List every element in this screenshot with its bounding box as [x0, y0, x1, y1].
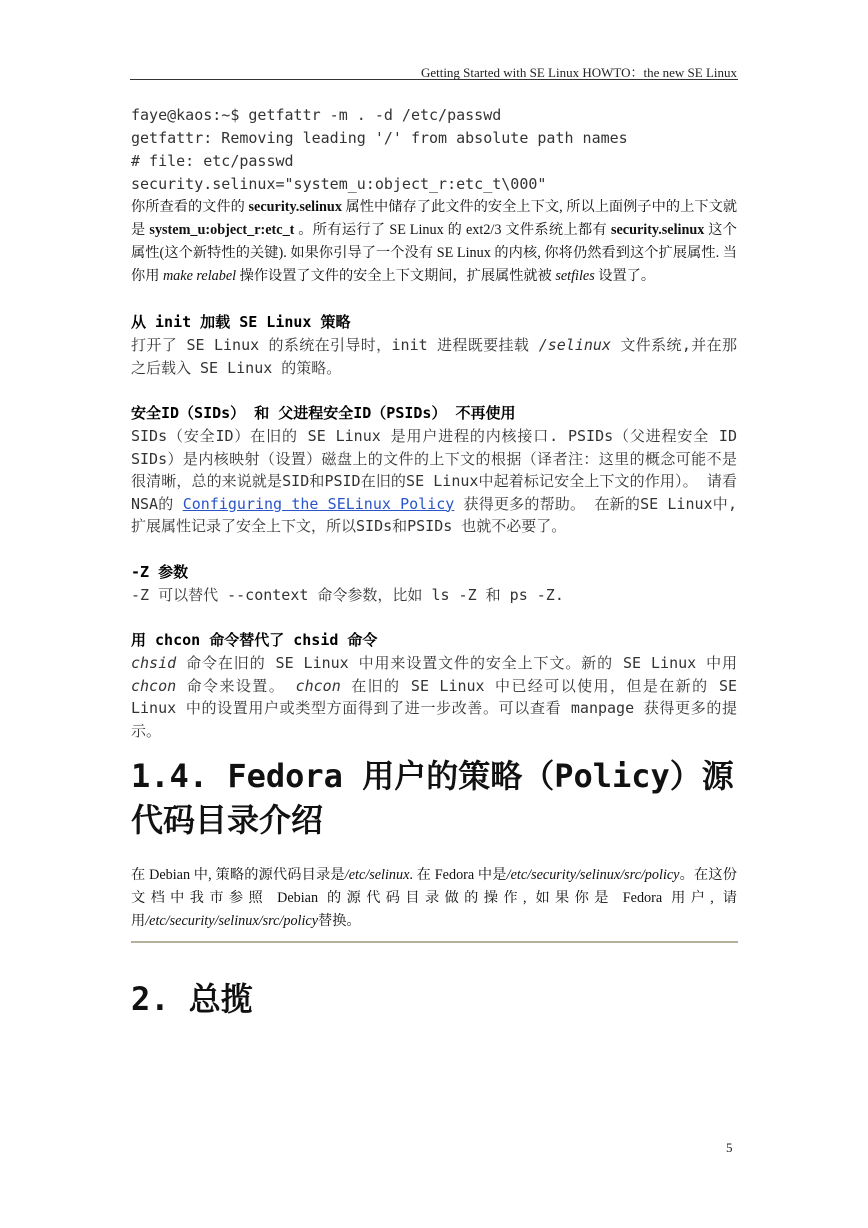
- text-run: 替换。: [318, 913, 361, 929]
- subheading-sids: 安全ID（SIDs） 和 父进程安全ID（PSIDs） 不再使用: [131, 404, 516, 422]
- paragraph-z-option: -Z 可以替代 --context 命令参数，比如 ls -Z 和 ps -Z.: [131, 585, 564, 604]
- text-run: 命令来设置。: [176, 676, 296, 695]
- text-run: 。所有运行了 SE Linux 的 ext2/3 文件系统上都有: [298, 222, 608, 238]
- subheading-chcon: 用 chcon 命令替代了 chsid 命令: [131, 631, 378, 649]
- italic-path: /etc/security/selinux/src/policy: [506, 867, 680, 883]
- page-number: 5: [726, 1140, 733, 1155]
- running-header: Getting Started with SE Linux HOWTO：the new SE Linux: [420, 65, 737, 80]
- paragraph-fedora: [131, 864, 737, 933]
- text-run: 你所查看的文件的: [131, 199, 245, 215]
- subheading-init: 从 init 加载 SE Linux 策略: [131, 313, 351, 331]
- paragraph-init: [131, 334, 737, 379]
- italic-term: chsid: [131, 654, 177, 672]
- text-run: 命令在旧的 SE Linux 中用来设置文件的安全上下文。新的 SE Linux 中用: [176, 654, 737, 672]
- text-run: 设置了。: [598, 268, 656, 284]
- explain-paragraph: [131, 196, 737, 288]
- paragraph-chcon: [131, 652, 737, 742]
- code-line: # file: etc/passwd: [131, 152, 294, 170]
- paragraph-sids: [131, 425, 737, 538]
- code-line: getfattr: Removing leading '/' from absolute path names: [131, 129, 628, 147]
- header-rule: [130, 79, 738, 80]
- section-heading-1-4: 1.4. Fedora 用户的策略（Policy）源代码目录介绍: [131, 757, 734, 839]
- italic-term: /selinux: [538, 336, 611, 354]
- text-run: 属性中储存了此文件的安全上下文, 所以上面例子中的上下文就是: [131, 199, 738, 238]
- code-block: [131, 104, 737, 196]
- configuring-policy-link[interactable]: Configuring the SELinux Policy: [182, 494, 455, 513]
- text-run: 打开了 SE Linux 的系统在引导时，init 进程既要挂载: [131, 336, 539, 354]
- text-run: 获得更多的帮助。 在新的SE Linux中, 扩展属性记录了安全上下文，所以SIDs和PSIDs 也就不必要了。: [131, 494, 737, 535]
- italic-term: make relabel: [162, 268, 237, 284]
- bold-term: system_u:object_r:etc_t: [149, 222, 295, 238]
- code-line: faye@kaos:~$ getfattr -m . -d /etc/passwd: [131, 106, 502, 124]
- bold-term: security.selinux: [610, 222, 705, 238]
- page-content: [131, 104, 737, 1021]
- text-run: . 在 Fedora 中是: [409, 867, 507, 883]
- text-run: 操作设置了文件的安全上下文期间，扩展属性就被: [239, 268, 552, 284]
- text-run: SIDs（安全ID）在旧的 SE Linux 是用户进程的内核接口. PSIDs（父进程安全 ID SIDs）是内核映射（设置）磁盘上的文件的上下文的根据（译者注：这里的概念可能不是很清晰，总的来说就是SID和PSID在旧的SE Linux中起着标记安全上下文的作用）。 请看NSA的: [131, 427, 737, 513]
- section-heading-2: 2. 总揽: [131, 980, 253, 1018]
- italic-path: /etc/selinux: [344, 867, 410, 883]
- code-line: security.selinux="system_u:object_r:etc_t\000": [131, 175, 547, 193]
- text-run: 文件系统,并在那之后载入 SE Linux 的策略。: [131, 336, 737, 377]
- text-run: 这个属性(这个新特性的关键). 如果你引导了一个没有 SE Linux 的内核, 你将仍然看到这个扩展属性. 当你用: [131, 222, 737, 284]
- italic-path: /etc/security/selinux/src/policy: [145, 913, 319, 929]
- italic-term: chcon: [131, 676, 177, 695]
- text-run: 在 Debian 中, 策略的源代码目录是: [131, 867, 345, 883]
- italic-term: setfiles: [555, 268, 595, 284]
- bold-term: security.selinux: [248, 199, 342, 215]
- text-run: 。在这份文档中我市参照 Debian 的源代码目录做的操作, 如果你是 Fedora 用户, 请用: [131, 867, 737, 929]
- italic-term: chcon: [295, 676, 341, 695]
- subheading-z-option: -Z 参数: [131, 562, 189, 581]
- text-run: 在旧的 SE Linux 中已经可以使用，但是在新的 SE Linux 中的设置用户或类型方面得到了进一步改善。可以查看 manpage 获得更多的提示。: [131, 676, 738, 740]
